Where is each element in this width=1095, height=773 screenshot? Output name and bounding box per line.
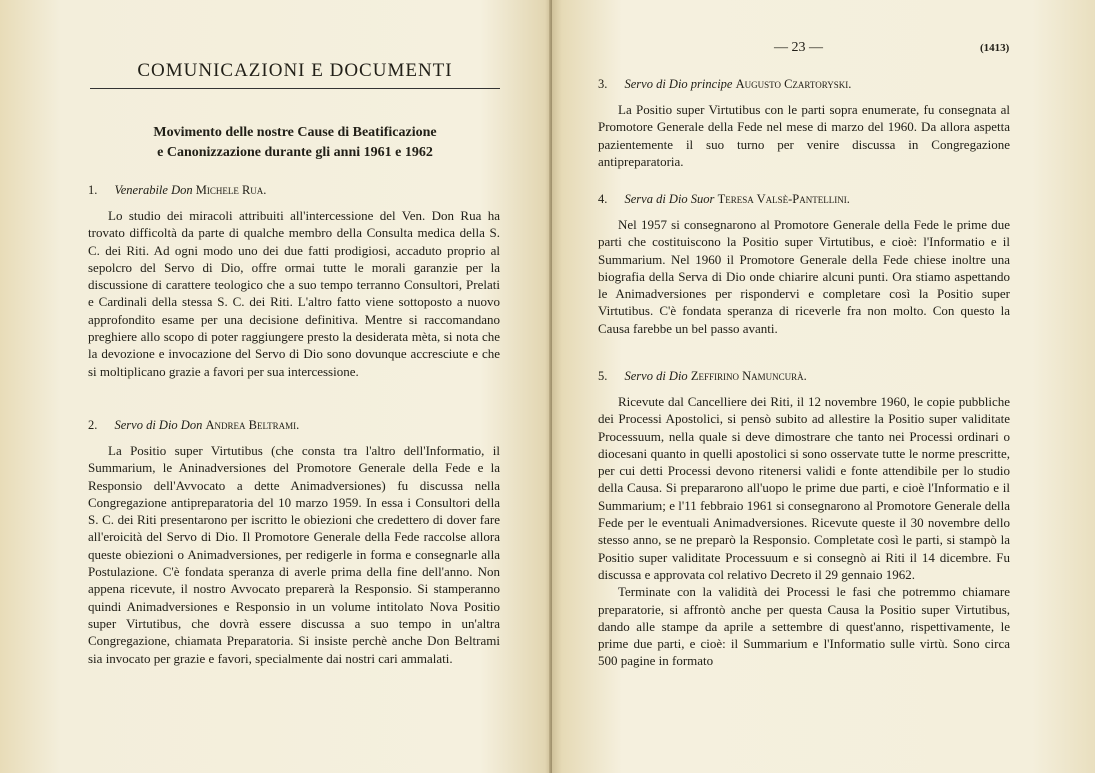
- section-title: Servo di Dio Don: [114, 418, 203, 432]
- subheading-line-2: e Canonizzazione durante gli anni 1961 e 1962: [157, 145, 433, 160]
- section-5-heading: [598, 369, 807, 384]
- subheading-line-1: Movimento delle nostre Cause di Beatificazione: [153, 125, 437, 140]
- section-4-body: [598, 216, 1010, 337]
- section-title: Venerabile Don: [114, 183, 193, 197]
- section-1-body: [88, 207, 500, 380]
- section-number: 1.: [88, 183, 98, 197]
- journal-section-title: COMUNICAZIONI E DOCUMENTI: [137, 60, 453, 81]
- section-2-heading: [88, 418, 299, 433]
- right-page: [552, 0, 1095, 773]
- section-1-heading: [88, 183, 266, 198]
- section-4-heading: [598, 192, 850, 207]
- section-1-paragraph: Lo studio dei miracoli attribuiti all'intercessione del Ven. Don Rua ha trovato difficoltà da parte di qualche membro della Consulta medica della S. C. dei Riti. Ad ogni modo uno dei due fatti prodigiosi, accaduto proprio al sepolcro del Servo di Dio, offre ormai tutte le morali garanzie per la discussione di carattere teologico che a suo tempo terranno Consultori, Prelati e Cardinali della stessa S. C. dei Riti. L'altro fatto viene sottoposto a nuovo approfondito esame per una decisione definitiva. Mentre si raccomandano preghiere allo scopo di poter raggiungere presto la desiderata mèta, si nota che la devozione e invocazione del Servo di Dio sono dovunque accresciute e che si moltiplicano grazie a favori per sua intercessione.: [88, 208, 500, 379]
- section-3-body: [598, 101, 1010, 170]
- section-title: Serva di Dio Suor: [624, 192, 715, 206]
- article-subheading: [110, 123, 480, 163]
- section-4-paragraph: Nel 1957 si consegnarono al Promotore Generale della Fede le prime due parti che costituiscono la Positio super Virtutibus, e cioè: l'Informatio e il Summarium. Nel 1960 il Promotore Generale della Fede chiese inoltre una biografia della Serva di Dio onde chiarire alcuni punti. Ora stiamo aspettando le Animadversiones per rispondervi e completare così la Positio super Virtutibus. C'è fondata speranza di riceverle fra non molto. Con questo la Causa farebbe un bel passo avanti.: [598, 217, 1010, 336]
- section-5-paragraph: Ricevute dal Cancelliere dei Riti, il 12 novembre 1960, le copie pubbliche dei Processi Apostolici, si pensò subito ad allestire la Positio super validitate Processuum, nella quale si deve dimostrare che tanto nei Processi ordinari o diocesani quanto in quelli apostolici si sono osservate tutte le norme prescritte, per cui detti Processi devono ritenersi validi e fonte attendibile per lo studio della Causa. Si prepararono all'uopo le prime due parti, e cioè l'Informatio e il Summarium; e l'11 febbraio 1961 si consegnarono al Promotore Generale della Fede per le eventuali Animadversiones. Ricevute queste il 30 novembre dello stesso anno, se ne preparò la Responsio. Completate così le parti, si stampò la Positio super validitate Processuum e si consegnò ai Riti il 14 dicembre. Fu discussa e approvata col relativo Decreto il 29 gennaio 1962.: [598, 394, 1010, 582]
- page-number: — 23 —: [774, 40, 823, 55]
- section-3-heading: [598, 77, 851, 92]
- running-page-number: (1413): [980, 42, 1010, 54]
- section-title: Servo di Dio: [624, 369, 688, 383]
- section-person-name: Michele Rua.: [195, 183, 267, 197]
- section-person-name: Zeffirino Namuncurà.: [690, 369, 807, 383]
- section-number: 5.: [598, 369, 608, 383]
- section-3-paragraph: La Positio super Virtutibus con le parti sopra enumerate, fu consegnata al Promotore Generale della Fede nel mese di marzo del 1960. Da allora aspetta pazientemente il suo turno per venire discussa in Congregazione antipreparatoria.: [598, 102, 1010, 169]
- section-number: 3.: [598, 77, 608, 91]
- title-rule: [90, 88, 500, 89]
- section-person-name: Augusto Czartoryski.: [735, 77, 852, 91]
- section-person-name: Teresa Valsè-Pantellini.: [717, 192, 850, 206]
- section-2-body: [88, 442, 500, 667]
- section-number: 2.: [88, 418, 98, 432]
- section-person-name: Andrea Beltrami.: [205, 418, 300, 432]
- section-number: 4.: [598, 192, 608, 206]
- section-5-body: [598, 393, 1010, 670]
- section-title: Servo di Dio principe: [624, 77, 733, 91]
- section-2-paragraph: La Positio super Virtutibus (che consta tra l'altro dell'Informatio, il Summarium, le Aninadversiones del Promotore Generale della Fede e la Responsio dell'Avvocato a dette Animadversiones) fu discussa nella Congregazione antipreparatoria del 10 marzo 1959. In essa i Consultori della S. C. dei Riti presentarono per iscritto le obiezioni che credettero di dover fare all'eroicità del Servo di Dio. Il Promotore Generale della Fede raccolse allora queste obiezioni o Animadversiones, per redigerle in forma e consegnarle alla Postulazione. C'è fondata speranza di averle prima della fine dell'anno. Non appena ricevute, il nostro Avvocato preparerà la Responsio. Si stamperanno quindi Animadversiones e Responsio in un volume intitolato Nova Positio super Virtutibus, che dovrà essere discussa a suo tempo in un'altra Congregazione, chiamata Preparatoria. Si insiste perchè anche Don Beltrami sia invocato per grazie e favori, specialmente dai nostri cari ammalati.: [88, 443, 500, 666]
- section-5-paragraph-2: Terminate con la validità dei Processi le fasi che potremmo chiamare preparatorie, si affrontò anche per questa Causa la Positio super Virtutibus, dando alle stampe da aprile a settembre di quest'anno, rispettivamente, le prime due parti, e cioè: il Summarium e l'Informatio sulle virtù. Sono circa 500 pagine in formato: [598, 584, 1010, 669]
